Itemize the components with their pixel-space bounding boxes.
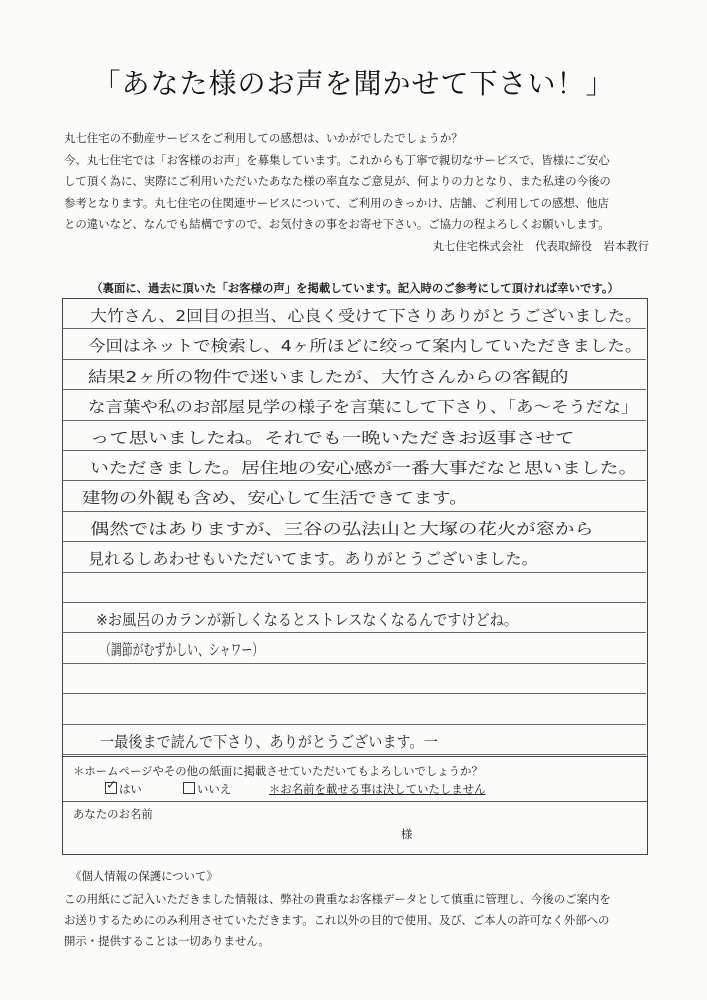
intro-line: 今、丸七住宅では「お客様のお声」を募集しています。これからも丁寧で親切なサービスで、皆様にご安心 (64, 152, 610, 167)
permission-options (63, 781, 647, 803)
notice-text: （裏面に、過去に頂いた「お客様の声」を掲載しています。記入時のご参考にして頂ければ幸いです。） (91, 281, 619, 295)
page-title: 「あなた様のお声を聞かせて下さい！」 (92, 67, 615, 100)
handwritten-line: 見れるしあわせもいただいてます。ありがとうございました。 (88, 550, 538, 569)
handwritten-line: 大竹さん、2回目の担当、心良く受けて下さりありがとうございました。 (90, 307, 642, 325)
option-no[interactable] (183, 781, 231, 797)
honorific: 様 (401, 827, 413, 841)
ruled-line (62, 420, 646, 421)
checkbox-icon[interactable] (183, 782, 195, 794)
intro-line: 丸七住宅の不動産サービスをご利用しての感想は、いかがでしたでしょうか？ (64, 131, 463, 145)
ruled-line (62, 359, 646, 360)
ruled-line (62, 602, 646, 603)
ruled-line (62, 389, 646, 390)
name-policy-note: ＊お名前を載せる事は決していたしません (269, 782, 486, 796)
intro-line: との違いなど、なんでも結構ですので、お気付きの事をお寄せ下さい。ご協力の程よろしくお願いします。 (64, 217, 610, 231)
ruled-line (62, 754, 646, 755)
ruled-line (62, 572, 646, 573)
divider (63, 801, 647, 802)
handwritten-line: 一最後まで読んで下さり、ありがとうございます。一 (100, 732, 438, 751)
privacy-line: 開示・提供することは一切ありません。 (64, 934, 270, 948)
handwritten-line: ※お風呂のカランが新しくなるとストレスなくなるんですけどね。 (96, 611, 519, 629)
privacy-text (64, 889, 654, 952)
handwritten-line: って思いましたね。それでも一晩いただきお返事させて (90, 428, 575, 447)
ruled-line (62, 480, 646, 481)
privacy-heading: 《個人情報の保護について》 (70, 869, 218, 883)
option-no-label: いいえ (197, 782, 232, 796)
name-label: あなたのお名前 (73, 807, 153, 821)
privacy-line: この用紙にご記入いただきました情報は、弊社の貴重なお客様データとして慎重に管理し、今後のご案内を (64, 892, 611, 906)
permission-section (62, 756, 648, 855)
ruled-line (62, 511, 646, 512)
ruled-line (62, 632, 646, 633)
ruled-line (62, 541, 646, 542)
handwritten-line: な言葉や私のお部屋見学の様子を言葉にして下さり、「あ〜そうだな」 (88, 398, 639, 417)
ruled-line (62, 450, 646, 451)
handwritten-line: 建物の外観も含め、安心して生活できてます。 (82, 489, 468, 508)
ruled-line (62, 724, 646, 725)
checkbox-icon[interactable] (105, 782, 117, 794)
privacy-line: お送りするためにのみ利用させていただきます。これ以外の目的で使用、及び、ご本人の許可なく外部への (64, 913, 610, 927)
handwritten-line: いただきました。居住地の安心感が一番大事だなと思いました。 (90, 459, 638, 477)
option-yes-label: はい (119, 782, 142, 796)
handwritten-line: （調節がむずかしい、シャワー） (100, 641, 264, 660)
ruled-line (62, 663, 646, 664)
handwritten-line: 今回はネットで検索し、4ヶ所ほどに绞って案内していただきました。 (88, 337, 643, 356)
option-yes[interactable] (105, 781, 142, 797)
permission-question: ＊ホームページやその他の紙面に掲載させていただいてもよろしいでしょうか？ (73, 764, 483, 778)
ruled-line (62, 328, 646, 329)
signer: 丸七住宅株式会社 代表取締役 岩本教行 (432, 239, 649, 253)
ruled-line (62, 693, 646, 694)
handwritten-line: 結果2ヶ所の物件で迷いましたが、大竹さんからの客観的 (88, 367, 569, 386)
intro-text (64, 128, 654, 236)
intro-line: 参考となります。丸七住宅の住関連サービスについて、ご利用のきっかけ、店舗、ご利用しての感想、他店 (64, 195, 609, 210)
handwritten-line: 偶然ではありますが、三谷の弘法山と大塚の花火が窓から (90, 519, 594, 538)
intro-line: して頂く為に、実際にご利用いただいたあなた様の率直なご意見が、何よりの力となり、また私達の今後の (64, 174, 611, 188)
